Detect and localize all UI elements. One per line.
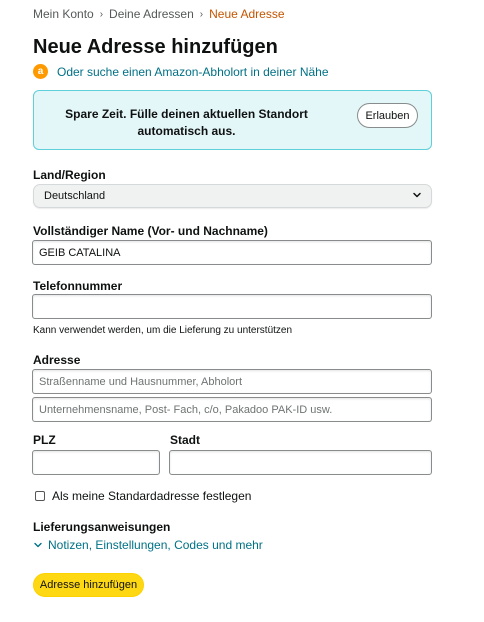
breadcrumb-current: Neue Adresse [209,7,285,21]
breadcrumb-separator-icon: › [99,8,104,20]
default-address-label[interactable]: Als meine Standardadresse festlegen [52,489,252,503]
zip-label: PLZ [33,433,56,447]
delivery-instructions-link[interactable]: Notizen, Einstellungen, Codes und mehr [48,538,263,552]
address-line1-input[interactable] [32,369,432,394]
phone-label: Telefonnummer [33,279,123,293]
breadcrumb-link-addresses[interactable]: Deine Adressen [109,7,194,21]
phone-input[interactable] [32,294,432,319]
phone-hint: Kann verwendet werden, um die Lieferung zu unterstützen [33,325,293,336]
allow-location-button[interactable]: Erlauben [357,103,418,128]
zip-input[interactable] [32,450,160,475]
pickup-location-row [33,64,329,79]
breadcrumb-link-account[interactable]: Mein Konto [33,7,94,21]
location-autofill-text: Spare Zeit. Fülle deinen aktuellen Standort automatisch aus. [65,107,308,138]
default-address-row [35,489,251,503]
chevron-down-icon [411,189,423,201]
location-autofill-banner [33,90,432,150]
country-selected-value: Deutschland [44,190,106,202]
delivery-instructions-expander[interactable] [33,538,263,552]
full-name-label: Vollständiger Name (Vor- und Nachname) [33,224,268,238]
breadcrumb-separator-icon: › [199,8,204,20]
default-address-checkbox[interactable] [35,491,45,501]
full-name-input[interactable] [32,240,432,265]
address-line2-input[interactable] [32,397,432,422]
city-input[interactable] [169,450,432,475]
page-title: Neue Adresse hinzufügen [33,36,278,58]
add-address-button[interactable]: Adresse hinzufügen [33,573,144,597]
breadcrumb [33,7,285,21]
country-label: Land/Region [33,168,106,182]
address-label: Adresse [33,353,81,367]
amazon-a-icon: a [33,64,48,79]
country-select[interactable] [33,184,432,208]
delivery-instructions-label: Lieferungsanweisungen [33,520,171,534]
city-label: Stadt [170,433,200,447]
chevron-down-icon [33,540,43,550]
pickup-location-link[interactable]: Oder suche einen Amazon-Abholort in deiner Nähe [57,64,329,79]
